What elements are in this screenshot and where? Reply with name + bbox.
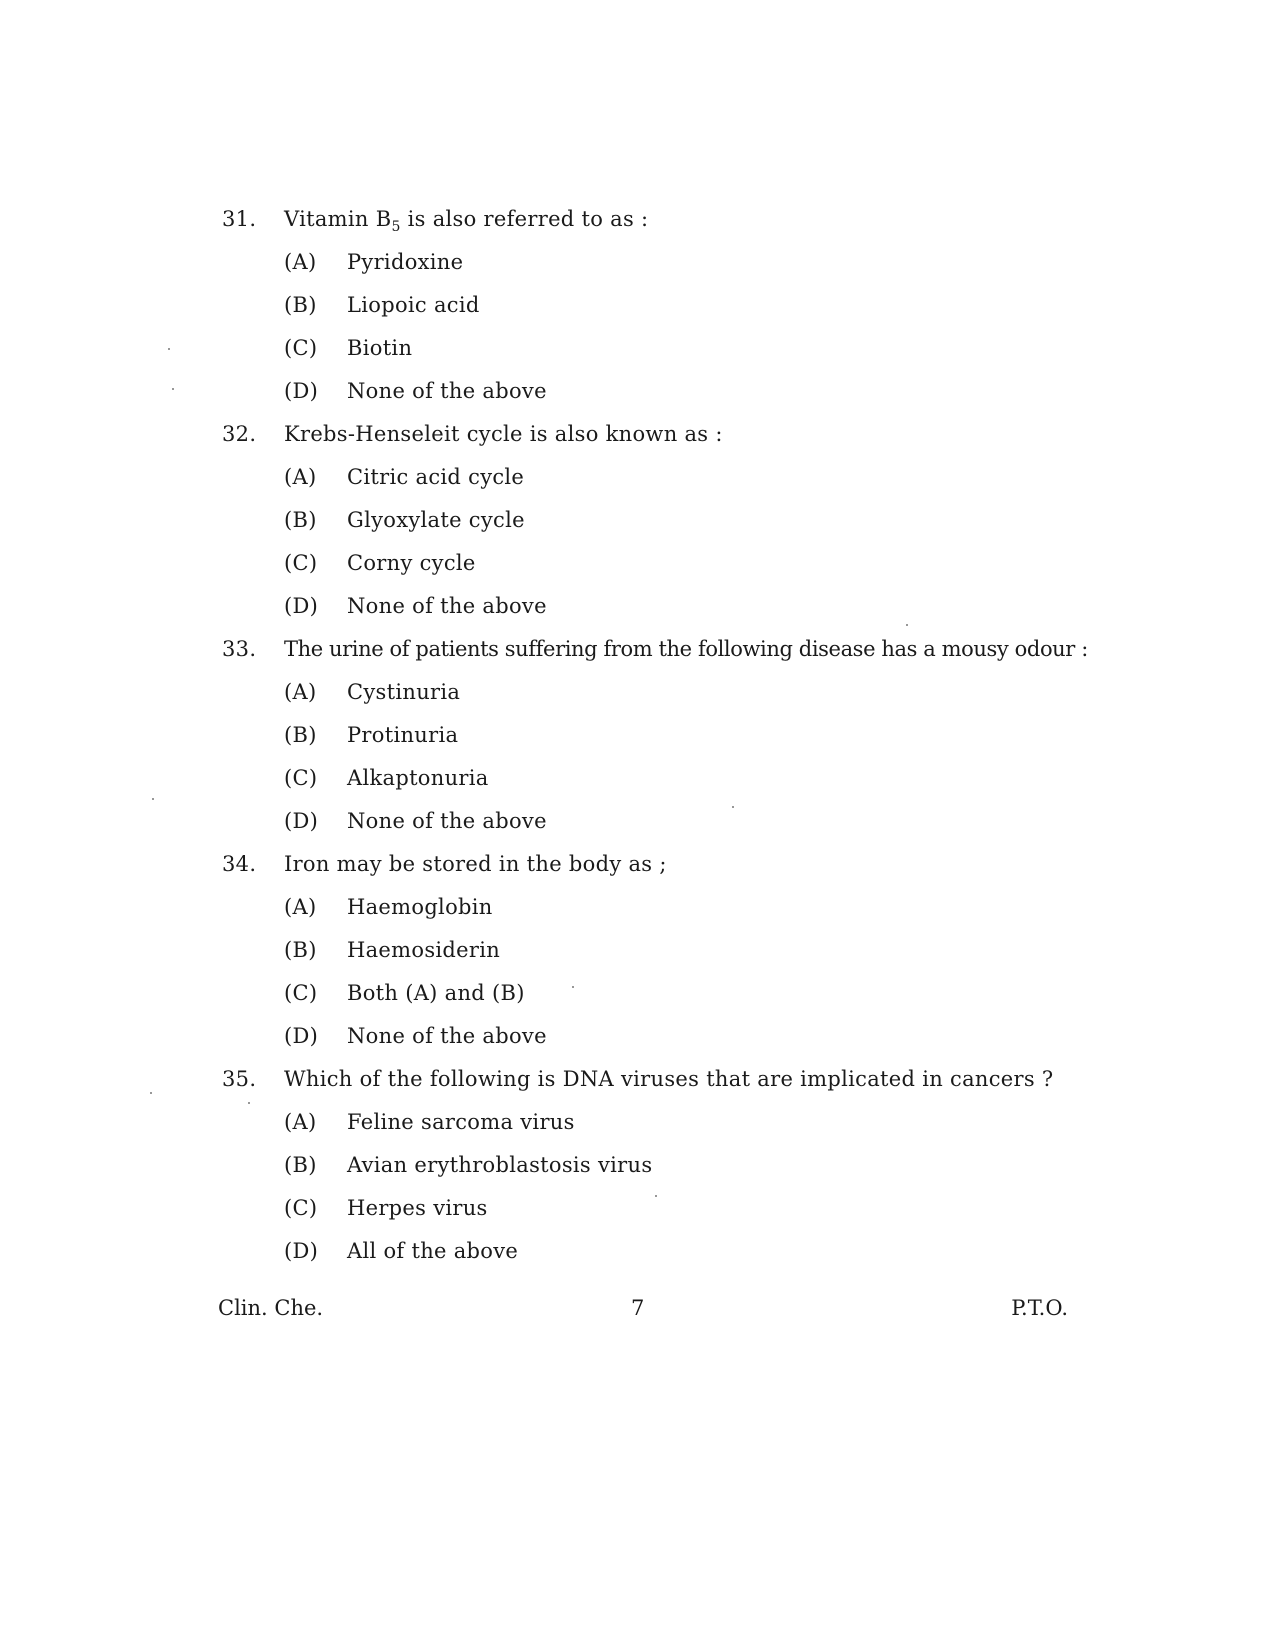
question-32 [222,422,1082,637]
option-text: Pyridoxine [347,250,464,274]
option-b [222,938,1082,981]
option-d [222,594,1082,637]
question-text: Krebs-Henseleit cycle is also known as : [284,422,723,446]
option-label: (A) [284,465,317,489]
question-stem [222,852,1082,895]
question-stem [222,1067,1082,1110]
scan-speck [732,806,734,808]
option-label: (C) [284,336,318,360]
option-label: (D) [284,1239,319,1263]
option-text: None of the above [347,379,547,403]
option-label: (B) [284,1153,317,1177]
option-label: (D) [284,379,319,403]
option-text: None of the above [347,1024,547,1048]
option-label: (A) [284,680,317,704]
question-34 [222,852,1082,1067]
option-c [222,766,1082,809]
question-number: 31. [222,207,257,231]
footer-page-number: 7 [631,1296,645,1320]
option-text: Alkaptonuria [347,766,489,790]
option-text: Herpes virus [347,1196,488,1220]
scan-speck [172,388,174,390]
option-label: (A) [284,250,317,274]
option-a [222,1110,1082,1153]
option-text: All of the above [347,1239,519,1263]
option-label: (A) [284,895,317,919]
option-c [222,551,1082,594]
scan-speck [248,1102,250,1104]
option-b [222,723,1082,766]
option-text: Protinuria [347,723,459,747]
option-text: Citric acid cycle [347,465,525,489]
scan-speck [150,1092,152,1094]
scan-speck [572,986,574,988]
option-label: (B) [284,508,317,532]
option-label: (B) [284,723,317,747]
option-text: None of the above [347,809,547,833]
option-text: Biotin [347,336,413,360]
option-text: None of the above [347,594,547,618]
option-c [222,981,1082,1024]
option-b [222,1153,1082,1196]
option-text: Corny cycle [347,551,476,575]
option-label: (C) [284,1196,318,1220]
scan-speck [906,624,908,626]
option-label: (D) [284,1024,319,1048]
subscript: 5 [391,219,401,235]
option-text: Liopoic acid [347,293,480,317]
question-text-part: Vitamin B [284,207,392,231]
scan-speck [655,1195,657,1197]
option-label: (A) [284,1110,317,1134]
option-text: Glyoxylate cycle [347,508,525,532]
question-number: 32. [222,422,257,446]
option-b [222,293,1082,336]
option-label: (C) [284,766,318,790]
option-label: (C) [284,551,318,575]
option-a [222,250,1082,293]
option-d [222,809,1082,852]
question-text: Which of the following is DNA viruses that are implicated in cancers ? [284,1067,1054,1091]
question-33 [222,637,1088,852]
option-d [222,1024,1082,1067]
question-stem [222,207,1082,250]
option-label: (D) [284,809,319,833]
option-text: Feline sarcoma virus [347,1110,575,1134]
question-text [284,207,1082,235]
option-label: (B) [284,938,317,962]
question-35 [222,1067,1082,1282]
option-c [222,336,1082,379]
option-a [222,680,1082,723]
option-label: (C) [284,981,318,1005]
option-text: Cystinuria [347,680,461,704]
question-number: 33. [222,637,257,661]
scan-speck [152,798,154,800]
option-d [222,1239,1082,1282]
footer-subject: Clin. Che. [218,1296,324,1320]
option-text: Both (A) and (B) [347,981,525,1005]
footer-pto: P.T.O. [1011,1296,1068,1320]
question-list [222,207,1088,1282]
page-footer [218,1296,1068,1326]
question-31 [222,207,1082,422]
option-text: Avian erythroblastosis virus [347,1153,653,1177]
scan-speck [168,348,170,350]
option-c [222,1196,1082,1239]
option-a [222,895,1082,938]
question-number: 35. [222,1067,257,1091]
question-stem [222,422,1082,465]
option-d [222,379,1082,422]
option-text: Haemoglobin [347,895,493,919]
option-text: Haemosiderin [347,938,501,962]
option-a [222,465,1082,508]
question-number: 34. [222,852,257,876]
option-label: (D) [284,594,319,618]
question-text-part: is also referred to as : [400,207,649,231]
question-stem [222,637,1088,680]
question-text: The urine of patients suffering from the following disease has a mousy odour : [284,637,1088,661]
question-text: Iron may be stored in the body as ; [284,852,667,876]
option-b [222,508,1082,551]
option-label: (B) [284,293,317,317]
